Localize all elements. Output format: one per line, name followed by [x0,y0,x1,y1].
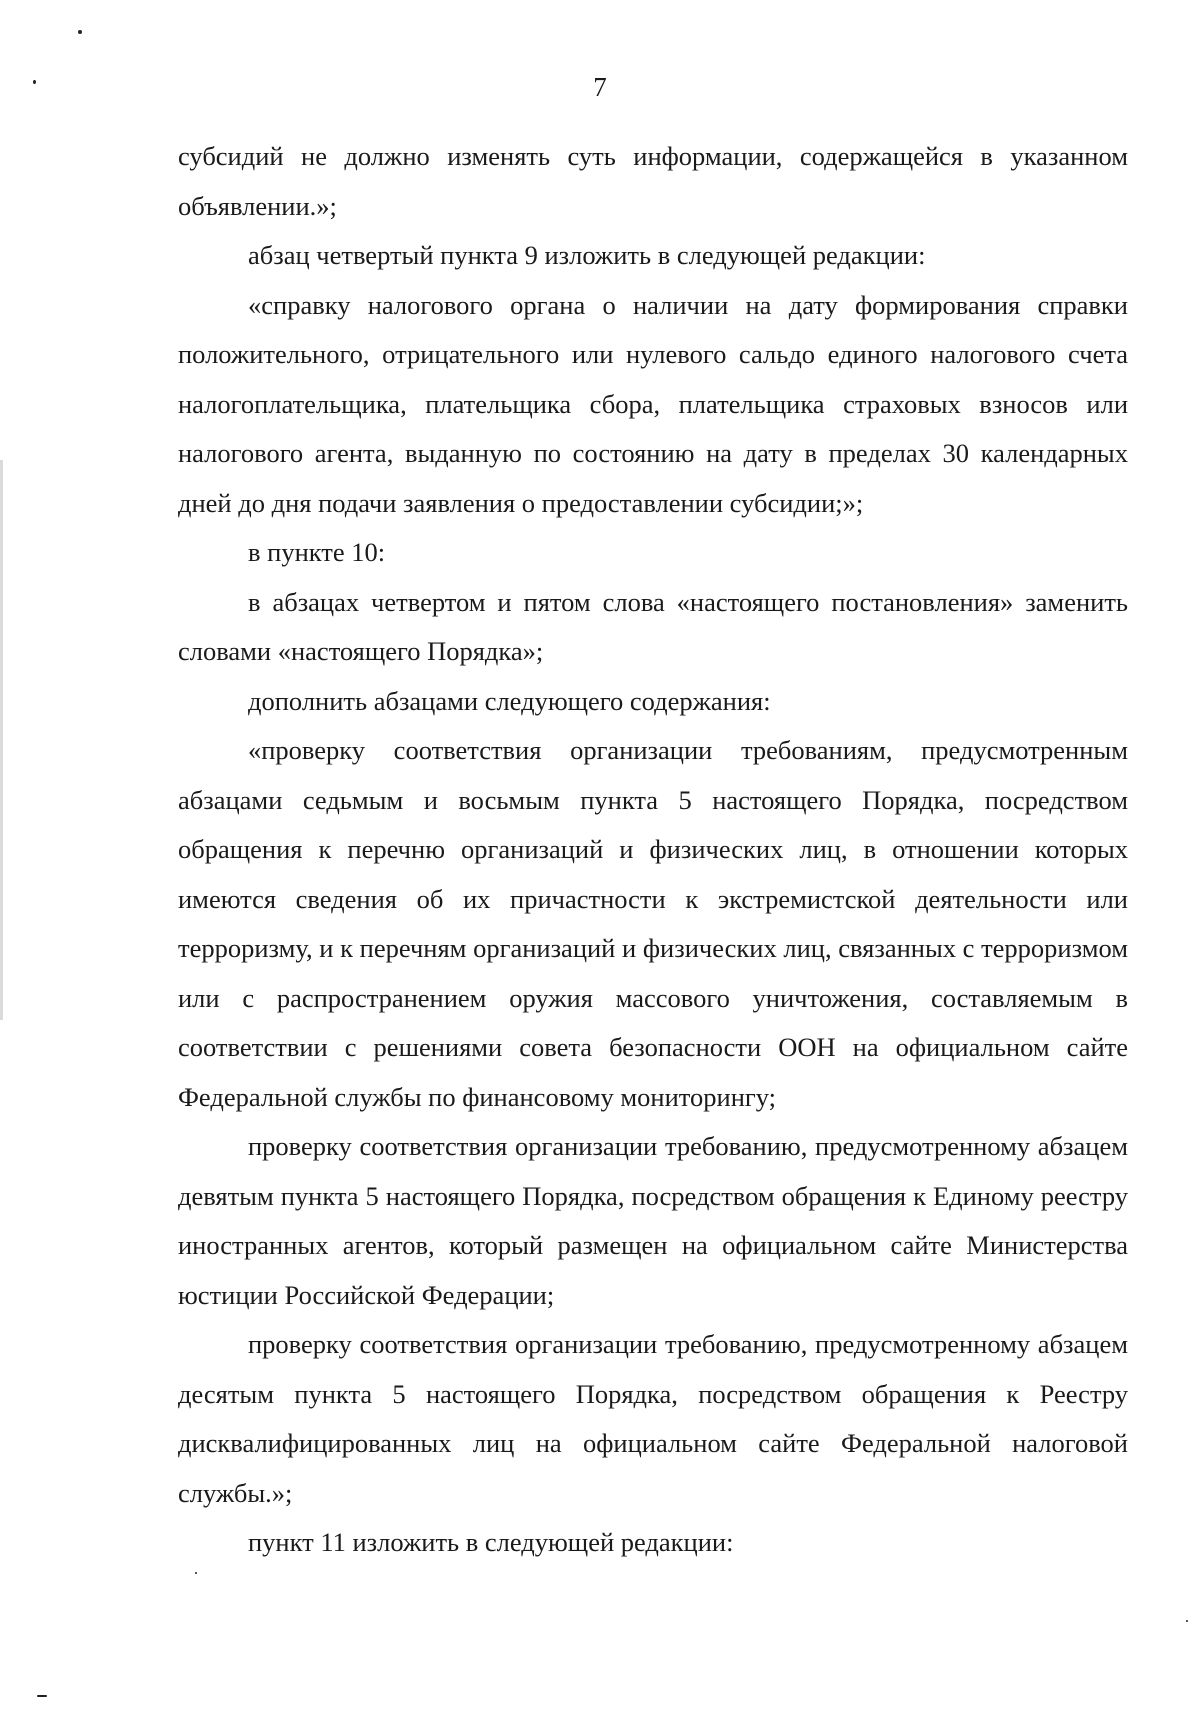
paragraph-3: «справку налогового органа о наличии на дату формирования справки положительного, отрицательного или нулевого сальдо единого налогового счета налогоплательщика, плательщика сбора, плательщика страховых взносов или налогового агента, выданную по состоянию на дату в пределах 30 календарных дней до дня подачи заявления о предоставлении субсидии;»; [178,289,1128,518]
page-number: 7 [593,72,607,102]
paragraph-6: дополнить абзацами следующего содержания: [248,685,771,716]
paragraph-2: абзац четвертый пункта 9 изложить в следующей редакции: [248,240,926,270]
document-body [178,132,1128,1568]
paragraph-1: субсидий не должно изменять суть информации, содержащейся в указанном объявлении.»; [178,141,1128,221]
scan-speck [78,30,82,34]
scan-speck [37,1695,47,1697]
paragraph-10: пункт 11 изложить в следующей редакции: [248,1527,734,1557]
paragraph-4: в пункте 10: [248,537,386,567]
scan-speck [195,1572,197,1574]
scan-speck [33,80,36,84]
paragraph-9: проверку соответствия организации требованию, предусмотренному абзацем десятым пункта 5 настоящего Порядка, посредством обращения к Реестру дисквалифицированных лиц на официальном сайте Федеральной налоговой службы.»; [178,1329,1128,1508]
paragraph-5: в абзацах четвертом и пятом слова «настоящего постановления» заменить словами «настоящего Порядка»; [178,586,1128,666]
paragraph-7: «проверку соответствия организации требованиям, предусмотренным абзацами седьмым и восьмым пункта 5 настоящего Порядка, посредством обращения к перечню организаций и физических лиц, в отношении которых имеются сведения об их причастности к экстремистской деятельности или терроризму, и к перечням организаций и физических лиц, связанных с терроризмом или с распространением оружия массового уничтожения, составляемым в соответствии с решениями совета безопасности ООН на официальном сайте Федеральной службы по финансовому мониторингу; [178,735,1128,1112]
scan-speck [1186,1620,1188,1622]
scan-edge-shadow [0,460,3,1020]
paragraph-8: проверку соответствия организации требованию, предусмотренному абзацем девятым пункта 5 настоящего Порядка, посредством обращения к Единому реестру иностранных агентов, который размещен на официальном сайте Министерства юстиции Российской Федерации; [178,1131,1128,1310]
